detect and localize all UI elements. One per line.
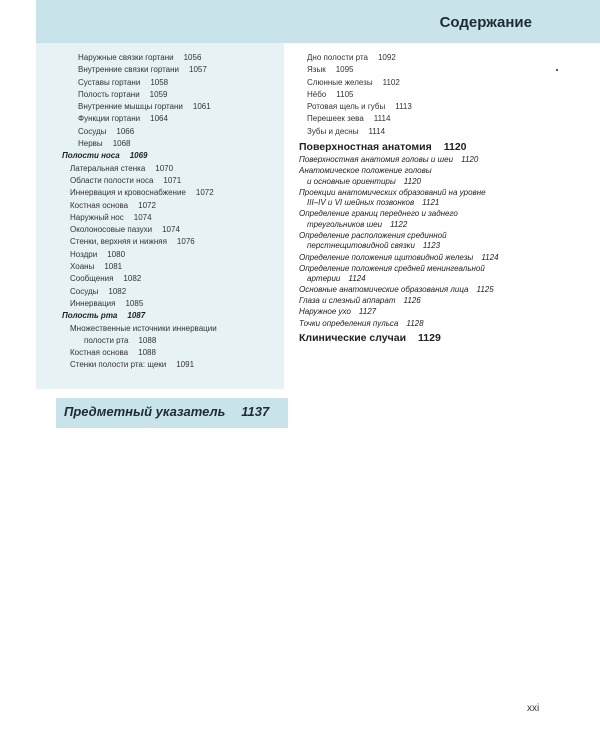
- toc-entry-label: Проекции анатомических образований на уровне: [299, 187, 486, 197]
- toc-entry-page: 1114: [368, 126, 386, 136]
- toc-entry-label: Сообщения: [70, 274, 114, 284]
- toc-entry-page: 1080: [107, 249, 126, 259]
- toc-entry[interactable]: [62, 212, 284, 224]
- toc-entry[interactable]: [62, 175, 284, 187]
- toc-entry-label: Костная основа: [70, 200, 129, 210]
- toc-entry-label: Определение границ переднего и заднего: [299, 209, 458, 219]
- toc-entry-page: 1081: [104, 262, 123, 272]
- toc-surface-entry[interactable]: [299, 296, 539, 307]
- toc-entry-label: Суставы гортани: [78, 77, 141, 87]
- toc-entry[interactable]: [62, 126, 284, 138]
- toc-entry-label: Функции гортани: [78, 114, 141, 124]
- toc-entry-line: [299, 253, 539, 264]
- toc-entry[interactable]: [62, 359, 284, 371]
- toc-entry-page: 1056: [183, 53, 202, 62]
- toc-entry-label: Анатомическое положение головы: [299, 166, 432, 176]
- toc-entry-label: полости рта: [84, 335, 129, 345]
- header-band: [36, 0, 600, 43]
- toc-entry[interactable]: [62, 347, 284, 359]
- toc-entry-label: Точки определения пульса: [299, 318, 399, 328]
- toc-entry-label: Области полости носа: [70, 175, 154, 185]
- toc-entry-page: 1057: [189, 65, 207, 75]
- toc-entry-label: Полость рта: [62, 311, 118, 321]
- toc-oral-cavity-continued: [299, 52, 539, 138]
- section-surface-page: 1120: [443, 141, 467, 154]
- toc-entry[interactable]: [62, 163, 284, 175]
- toc-surface-entry[interactable]: [299, 264, 539, 285]
- toc-entry-page: 1064: [150, 114, 168, 124]
- section-clinical-page: 1129: [418, 332, 441, 345]
- toc-entry[interactable]: [62, 187, 284, 199]
- toc-entry-label: Определение положения щитовидной железы: [299, 252, 474, 262]
- toc-entry-page: 1088: [138, 348, 156, 358]
- surface-anatomy-list: [299, 155, 539, 329]
- index-section[interactable]: [64, 404, 269, 419]
- toc-surface-entry[interactable]: [299, 231, 539, 252]
- toc-entry[interactable]: [299, 52, 539, 64]
- toc-entry-label: Сосуды: [70, 286, 99, 296]
- toc-entry-label: Околоносовые пазухи: [70, 225, 153, 235]
- toc-entry[interactable]: [62, 298, 284, 310]
- toc-entry-label: Латеральная стенка: [70, 163, 146, 173]
- toc-entry[interactable]: [62, 113, 284, 125]
- toc-entry-label-cont: и основные ориентиры: [307, 176, 396, 186]
- toc-entry-line: [299, 231, 539, 242]
- toc-entry-label: Определение положения средней менингеальной: [299, 263, 485, 273]
- toc-entry-label: Полости носа: [62, 151, 120, 161]
- toc-entry-label: Стенки, верхняя и нижняя: [70, 237, 167, 247]
- toc-entry-label-cont: артерии: [307, 274, 341, 284]
- toc-entry-label: Перешеек зева: [307, 114, 364, 124]
- toc-entry-line: [299, 285, 539, 296]
- toc-entry-page: 1068: [112, 139, 131, 149]
- section-clinical-cases[interactable]: [299, 331, 539, 345]
- section-surface-anatomy[interactable]: [299, 140, 539, 154]
- toc-entry-page: 1126: [403, 296, 421, 306]
- toc-entry-label: Нёбо: [307, 89, 327, 99]
- toc-entry-label: Слюнные железы: [307, 77, 373, 87]
- toc-entry-label: Наружный нос: [70, 212, 124, 222]
- toc-entry[interactable]: [62, 64, 284, 76]
- toc-entry-page: 1128: [406, 318, 424, 328]
- toc-entry-page: 1124: [481, 252, 499, 262]
- toc-entry-page: 1082: [123, 274, 142, 284]
- toc-entry[interactable]: [62, 138, 284, 150]
- toc-entry-page: 1070: [155, 163, 174, 173]
- toc-left-column: [62, 52, 284, 372]
- page-margin: [0, 0, 36, 750]
- toc-entry[interactable]: [62, 261, 284, 273]
- toc-surface-entry[interactable]: [299, 209, 539, 230]
- toc-entry[interactable]: [62, 200, 284, 212]
- section-surface-label: Поверхностная анатомия: [299, 141, 432, 154]
- toc-entry-line: [299, 264, 539, 275]
- toc-entry-label-cont: перстнещитовидной связки: [307, 241, 415, 251]
- section-clinical-label: Клинические случаи: [299, 332, 407, 345]
- toc-entry-page: 1120: [403, 176, 421, 186]
- toc-entry-label: Иннервация и кровоснабжение: [70, 188, 186, 198]
- toc-entry-page: 1076: [176, 237, 195, 247]
- toc-surface-entry[interactable]: [299, 166, 539, 187]
- toc-entry[interactable]: [299, 77, 539, 89]
- toc-entry-page: 1123: [422, 241, 441, 251]
- toc-entry-page: 1061: [192, 102, 211, 112]
- toc-surface-entry[interactable]: [299, 319, 539, 330]
- toc-entry-label: Ноздри: [70, 249, 98, 259]
- toc-subsection[interactable]: [62, 150, 284, 162]
- toc-entry-page: 1121: [422, 198, 440, 208]
- toc-entry-page: 1058: [150, 77, 169, 87]
- toc-entry-line: [299, 209, 539, 220]
- toc-entry-page: 1120: [461, 155, 479, 165]
- toc-entry[interactable]: [62, 335, 284, 347]
- page-number: xxi: [527, 703, 540, 714]
- toc-entry-page: 1122: [390, 219, 408, 229]
- toc-entry[interactable]: [62, 273, 284, 285]
- toc-entry-label: Иннервация: [70, 298, 116, 308]
- toc-entry-page: 1105: [336, 89, 354, 99]
- toc-entry-page: 1124: [348, 274, 366, 284]
- toc-entry-line: [299, 166, 539, 177]
- toc-entry-page: 1082: [108, 286, 127, 296]
- toc-entry[interactable]: [299, 64, 539, 76]
- toc-entry-page: 1074: [162, 225, 180, 235]
- toc-entry-line: [299, 220, 539, 231]
- toc-entry[interactable]: [62, 101, 284, 113]
- toc-subsection[interactable]: [62, 310, 284, 322]
- toc-entry[interactable]: [62, 249, 284, 261]
- toc-entry-page: 1069: [129, 151, 148, 161]
- toc-entry[interactable]: [299, 101, 539, 113]
- page-title: Содержание: [439, 14, 532, 31]
- toc-entry-page: 1072: [195, 188, 214, 198]
- toc-surface-entry[interactable]: [299, 307, 539, 318]
- toc-entry-label: Поверхностная анатомия головы и шеи: [299, 155, 454, 165]
- toc-entry-label: Внутренние мышцы гортани: [78, 102, 183, 112]
- toc-entry-label: Костная основа: [70, 348, 129, 358]
- index-label: Предметный указатель: [64, 404, 226, 419]
- toc-entry[interactable]: [62, 323, 284, 335]
- toc-entry-page: 1125: [476, 285, 494, 295]
- toc-entry-page: 1102: [382, 77, 400, 87]
- toc-entry-page: 1092: [377, 53, 396, 62]
- scan-dot: [556, 69, 558, 71]
- toc-entry-page: 1095: [335, 65, 354, 75]
- toc-entry-page: 1127: [358, 307, 377, 317]
- toc-entry[interactable]: [62, 52, 284, 64]
- toc-entry[interactable]: [62, 89, 284, 101]
- toc-entry-label: Наружные связки гортани: [78, 53, 174, 62]
- toc-entry-label-cont: III–IV и VI шейных позвонков: [307, 198, 415, 208]
- toc-entry-label: Внутренние связки гортани: [78, 65, 180, 75]
- toc-entry-label: Стенки полости рта: щеки: [70, 360, 167, 370]
- toc-surface-entry[interactable]: [299, 188, 539, 209]
- toc-right-column: [299, 52, 539, 346]
- toc-entry-line: [299, 319, 539, 330]
- toc-entry-label: Множественные источники иннервации: [70, 323, 217, 333]
- toc-entry-page: 1066: [116, 126, 135, 136]
- toc-surface-entry[interactable]: [299, 285, 539, 296]
- toc-entry-label: Хоаны: [70, 262, 95, 272]
- toc-entry-line: [299, 177, 539, 188]
- toc-entry-label: Основные анатомические образования лица: [299, 285, 469, 295]
- toc-entry[interactable]: [62, 77, 284, 89]
- toc-entry-page: 1114: [373, 114, 391, 124]
- toc-entry-line: [299, 188, 539, 199]
- toc-entry-label: Язык: [307, 65, 326, 75]
- toc-entry-page: 1059: [149, 89, 168, 99]
- index-page: 1137: [241, 404, 270, 419]
- toc-entry-line: [299, 198, 539, 209]
- toc-entry[interactable]: [299, 89, 539, 101]
- toc-entry-page: 1088: [138, 335, 157, 345]
- toc-entry-label: Зубы и десны: [307, 126, 359, 136]
- toc-entry-label: Сосуды: [78, 126, 107, 136]
- toc-entry-line: [299, 155, 539, 166]
- toc-entry-label-cont: треугольников шеи: [307, 219, 383, 229]
- toc-entry-page: 1087: [127, 311, 146, 321]
- toc-entry-label: Ротовая щель и губы: [307, 102, 386, 112]
- toc-entry-label: Нервы: [78, 139, 103, 149]
- toc-entry[interactable]: [299, 113, 539, 125]
- toc-entry[interactable]: [62, 236, 284, 248]
- toc-entry-page: 1074: [133, 212, 152, 222]
- toc-entry-label: Полость гортани: [78, 89, 140, 99]
- toc-entry-page: 1091: [176, 360, 195, 370]
- toc-entry-page: 1085: [125, 298, 144, 308]
- toc-surface-entry[interactable]: [299, 155, 539, 166]
- toc-entry-page: 1072: [138, 200, 156, 210]
- toc-entry-label: Глаза и слезный аппарат: [299, 296, 396, 306]
- toc-entry-line: [299, 241, 539, 252]
- toc-entry-line: [299, 307, 539, 318]
- toc-entry-page: 1071: [163, 175, 182, 185]
- toc-entry-label: Дно полости рта: [307, 53, 368, 62]
- toc-entry[interactable]: [62, 224, 284, 236]
- toc-entry-label: Определение расположения срединной: [299, 230, 447, 240]
- toc-entry-line: [299, 296, 539, 307]
- toc-surface-entry[interactable]: [299, 253, 539, 264]
- toc-entry-line: [299, 274, 539, 285]
- toc-entry-label: Наружное ухо: [299, 307, 351, 317]
- toc-entry-page: 1113: [395, 102, 412, 112]
- toc-entry[interactable]: [62, 286, 284, 298]
- toc-entry[interactable]: [299, 126, 539, 138]
